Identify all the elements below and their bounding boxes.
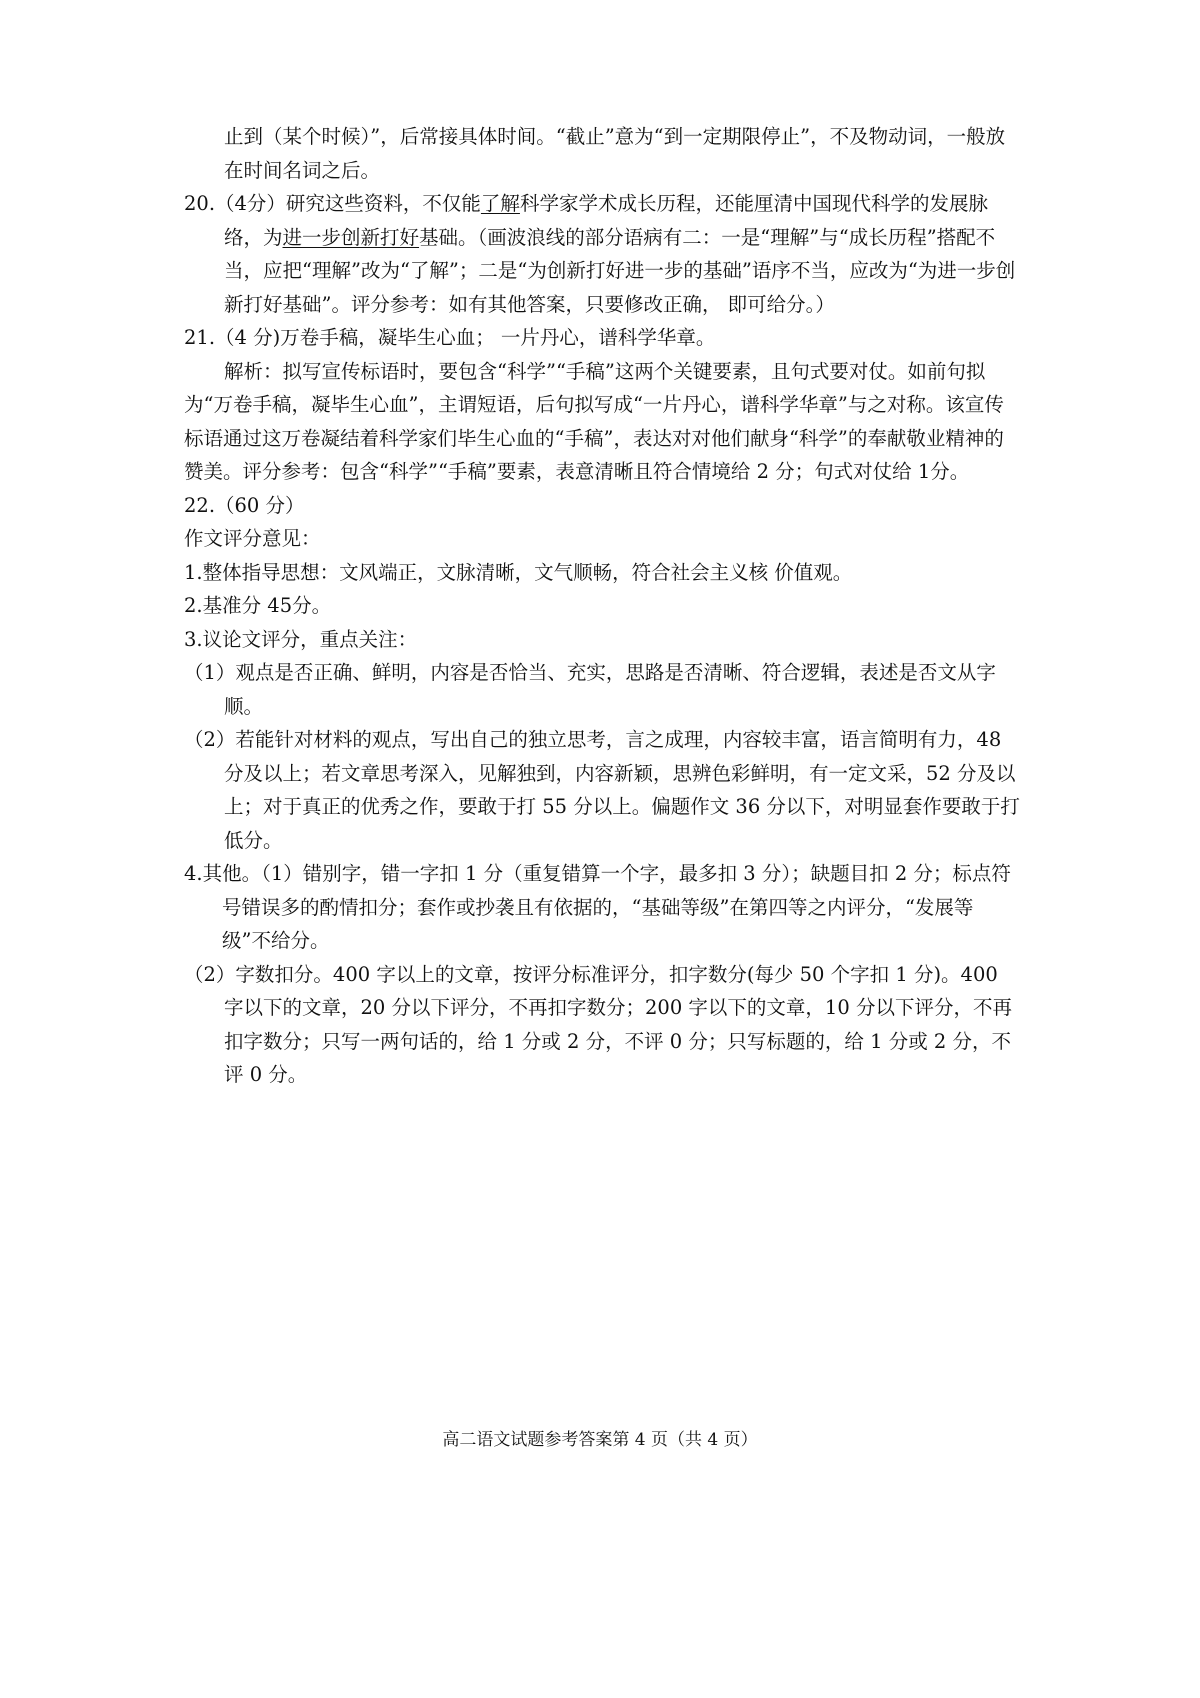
scoring-item-4-2: （2）字数扣分。400 字以上的文章，按评分标准评分，扣字数分(每少 50 个字扣 1 分)。400 字以下的文章，20 分以下评分，不再扣字数分；200 字以下的文章，10 分以下评分，不再扣字数分；只写一两句话的，给 1 分或 2 分，不评 0 分；只写标题的，给 1 分或 2 分，不评 0 分。 (184, 962, 1012, 1086)
scoring-item-4: 4.其他。（1）错别字，错一字扣 1 分（重复错算一个字，最多扣 3 分）；缺题目扣 2 分；标点符号错误多的酌情扣分；套作或抄袭且有依据的，“基础等级”在第四等之内评分，“发展等级”不给分。 (184, 862, 1011, 952)
essay-scoring-title: 作文评分意见： (184, 527, 321, 550)
answer-21-analysis: 解析：拟写宣传标语时，要包含“科学”“手稿”这两个关键要素，且句式要对仗。如前句拟为“万卷手稿，凝毕生心血”，主谓短语，后句拟写成“一片丹心，谱科学华章”与之对称。该宣传标语通过这万卷凝结着科学家们毕生心血的“手稿”，表达对对他们献身“科学”的奉献敬业精神的赞美。评分参考：包含“科学”“手稿”要素，表意清晰且符合情境给 2 分；句式对仗给 1分。 (184, 359, 1004, 483)
paragraph-continuation: 止到（某个时候）”，后常接具体时间。“截止”意为“到一定期限停止”，不及物动词，一般放在时间名词之后。 (224, 125, 1006, 182)
answer-20 (184, 187, 1020, 321)
answer-20-underlined-2: 进一步创新打好 (282, 225, 420, 249)
answer-20-underlined-1: 了解 (480, 192, 520, 215)
answer-21: 21.（4 分)万卷手稿，凝毕生心血； 一片丹心，谱科学华章。 (184, 326, 716, 349)
answer-20-text-1: 20.（4分）研究这些资料，不仅能 (184, 192, 481, 215)
answer-20-text-2: 科学家学术成长历程，还能厘清中国现代科学的发展脉络，为 (224, 192, 988, 249)
scoring-item-3: 3.议论文评分，重点关注： (184, 627, 418, 651)
scoring-item-2: 2.基准分 45分。 (184, 594, 332, 617)
page-footer: 高二语文试题参考答案第 4 页（共 4 页） (442, 1430, 758, 1450)
scoring-item-3-2: （2）若能针对材料的观点，写出自己的独立思考，言之成理，内容较丰富，语言简明有力，48 分及以上；若文章思考深入，见解独到，内容新颖，思辨色彩鲜明，有一定文采，52 分及以上；对于真正的优秀之作，要敢于打 55 分以上。偏题作文 36 分以下，对明显套作要敢于打低分。 (184, 728, 1020, 852)
scoring-item-3-1: （1）观点是否正确、鲜明，内容是否恰当、充实，思路是否清晰、符合逻辑，表述是否文从字顺。 (184, 661, 996, 718)
answer-content (184, 120, 1020, 1092)
answer-22: 22.（60 分） (184, 493, 305, 517)
scoring-item-1: 1.整体指导思想：文风端正，文脉清晰，文气顺畅，符合社会主义核 价值观。 (184, 560, 853, 584)
answer-20-text-3: 基础。（画波浪线的部分语病有二：一是“理解”与“成长历程”搭配不当，应把“理解”改为“了解”；二是“为创新打好进一步的基础”语序不当，应改为“为进一步创新打好基础”。评分参考：如有其他答案，只要修改正确， 即可给分。） (224, 225, 1016, 316)
